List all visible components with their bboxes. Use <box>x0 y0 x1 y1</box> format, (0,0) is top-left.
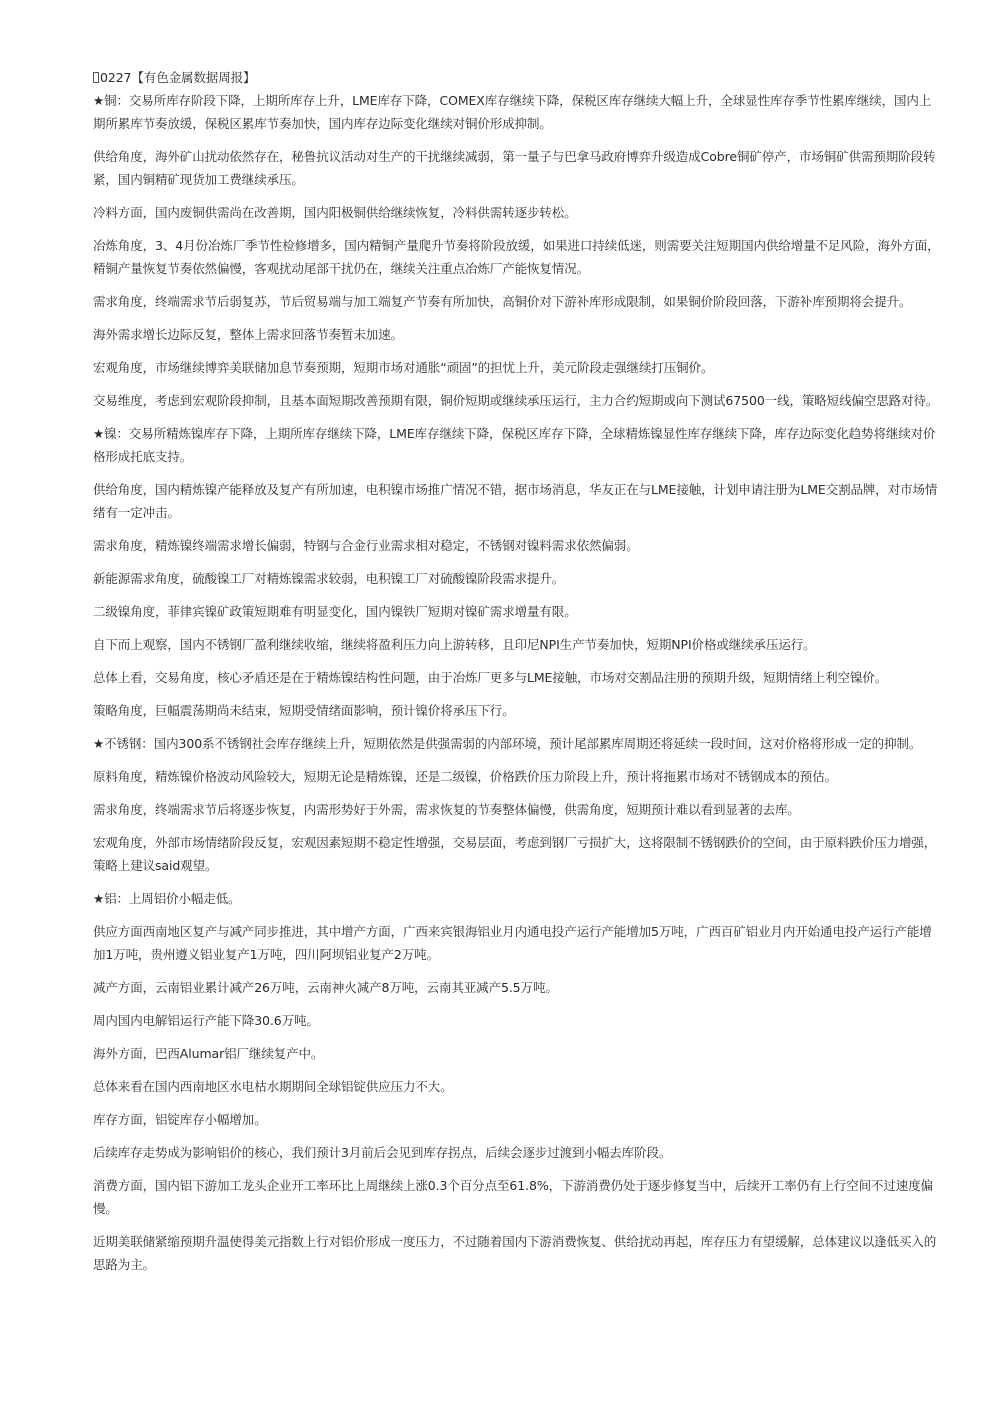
report-paragraph: 后续库存走势成为影响铝价的核心，我们预计3月前后会见到库存拐点，后续会逐步过渡到小幅去库阶段。 <box>93 1145 672 1160</box>
report-body <box>93 89 943 1276</box>
report-paragraph: 减产方面，云南铝业累计减产26万吨，云南神火减产8万吨，云南其亚减产5.5万吨。 <box>93 980 558 995</box>
report-paragraph: 新能源需求角度，硫酸镍工厂对精炼镍需求较弱，电积镍工厂对硫酸镍阶段需求提升。 <box>93 571 565 586</box>
report-paragraph: 冷料方面，国内废铜供需尚在改善期，国内阳极铜供给继续恢复，冷料供需转逐步转松。 <box>93 205 577 220</box>
report-paragraph: 策略角度，巨幅震荡期尚未结束，短期受情绪面影响，预计镍价将承压下行。 <box>93 703 515 718</box>
report-paragraph: 总体上看，交易角度，核心矛盾还是在于精炼镍结构性问题，由于冶炼厂更多与LME接触，市场对交割品注册的预期升级，短期情绪上利空镍价。 <box>93 670 888 685</box>
report-paragraph: 自下而上观察，国内不锈钢厂盈利继续收缩，继续将盈利压力向上游转移，且印尼NPI生产节奏加快，短期NPI价格或继续承压运行。 <box>93 637 816 652</box>
report-paragraph: 周内国内电解铝运行产能下降30.6万吨。 <box>93 1013 319 1028</box>
report-paragraph: 总体来看在国内西南地区水电枯水期期间全球铝锭供应压力不大。 <box>93 1079 453 1094</box>
report-paragraph: 交易维度，考虑到宏观阶段抑制，且基本面短期改善预期有限，铜价短期或继续承压运行，主力合约短期或向下测试67500一线，策略短线偏空思路对待。 <box>93 393 939 408</box>
report-paragraph: 需求角度，精炼镍终端需求增长偏弱，特钢与合金行业需求相对稳定，不锈钢对镍料需求依然偏弱。 <box>93 538 639 553</box>
report-paragraph: 海外方面，巴西Alumar铝厂继续复产中。 <box>93 1046 324 1061</box>
report-title <box>93 66 943 89</box>
report-paragraph: 需求角度，终端需求节后弱复苏，节后贸易端与加工端复产节奏有所加快，高铜价对下游补库形成限制，如果铜价阶段回落，下游补库预期将会提升。 <box>93 294 912 309</box>
report-paragraph: ★铝：上周铝价小幅走低。 <box>93 891 241 906</box>
report-paragraph: 海外需求增长边际反复，整体上需求回落节奏暂未加速。 <box>93 327 404 342</box>
report-paragraph: 库存方面，铝锭库存小幅增加。 <box>93 1112 267 1127</box>
report-paragraph: 冶炼角度，3、4月份冶炼厂季节性检修增多，国内精铜产量爬升节奏将阶段放缓，如果进口持续低迷，则需要关注短期国内供给增量不足风险，海外方面，精铜产量恢复节奏依然偏慢，客观扰动尾部干扰仍在，继续关注重点冶炼厂产能恢复情况。 <box>93 238 940 276</box>
report-paragraph: 供给角度，海外矿山扰动依然存在，秘鲁抗议活动对生产的干扰继续减弱，第一量子与巴拿马政府博弈升级造成Cobre铜矿停产，市场铜矿供需预期阶段转紧，国内铜精矿现货加工费继续承压。 <box>93 149 936 187</box>
report-paragraph: ★铜：交易所库存阶段下降，上期所库存上升，LME库存下降，COMEX库存继续下降，保税区库存继续大幅上升，全球显性库存季节性累库继续，国内上期所累库节奏放缓，保税区累库节奏加快，国内库存边际变化继续对铜价形成抑制。 <box>93 93 932 131</box>
report-paragraph: 需求角度，终端需求节后将逐步恢复，内需形势好于外需，需求恢复的节奏整体偏慢，供需角度，短期预计难以看到显著的去库。 <box>93 802 800 817</box>
report-paragraph: 原料角度，精炼镍价格波动风险较大，短期无论是精炼镍，还是二级镍，价格跌价压力阶段上升，预计将拖累市场对不锈钢成本的预估。 <box>93 769 838 784</box>
report-paragraph: 近期美联储紧缩预期升温使得美元指数上行对铝价形成一度压力，不过随着国内下游消费恢复、供给扰动再起，库存压力有望缓解，总体建议以逢低买入的思路为主。 <box>93 1234 937 1272</box>
report-paragraph: 供给角度，国内精炼镍产能释放及复产有所加速，电积镍市场推广情况不错，据市场消息，华友正在与LME接触，计划申请注册为LME交割品牌，对市场情绪有一定冲击。 <box>93 482 938 520</box>
report-paragraph: ★不锈钢：国内300系不锈钢社会库存继续上升，短期依然是供强需弱的内部环境，预计尾部累库周期还将延续一段时间，这对价格将形成一定的抑制。 <box>93 736 922 751</box>
report-title-text: 0227【有色金属数据周报】 <box>100 70 256 85</box>
report-paragraph: 二级镍角度，菲律宾镍矿政策短期难有明显变化，国内镍铁厂短期对镍矿需求增量有限。 <box>93 604 577 619</box>
report-paragraph: ★镍：交易所精炼镍库存下降，上期所库存继续下降，LME库存继续下降，保税区库存下降，全球精炼镍显性库存继续下降，库存边际变化趋势将继续对价格形成托底支持。 <box>93 426 936 464</box>
report-page <box>93 66 943 1286</box>
report-paragraph: 供应方面西南地区复产与减产同步推进，其中增产方面，广西来宾银海铝业月内通电投产运行产能增加5万吨，广西百矿铝业月内开始通电投产运行产能增加1万吨，贵州遵义铝业复产1万吨，四川阿坝铝业复产2万吨。 <box>93 924 932 962</box>
missing-glyph-icon <box>93 72 99 83</box>
report-paragraph: 宏观角度，市场继续博弈美联储加息节奏预期，短期市场对通胀“顽固”的担忧上升，美元阶段走强继续打压铜价。 <box>93 360 714 375</box>
report-paragraph: 宏观角度，外部市场情绪阶段反复，宏观因素短期不稳定性增强，交易层面，考虑到钢厂亏损扩大，这将限制不锈钢跌价的空间，由于原料跌价压力增强，策略上建议said观望。 <box>93 835 937 873</box>
report-paragraph: 消费方面，国内铝下游加工龙头企业开工率环比上周继续上涨0.3个百分点至61.8%，下游消费仍处于逐步修复当中，后续开工率仍有上行空间不过速度偏慢。 <box>93 1178 933 1216</box>
